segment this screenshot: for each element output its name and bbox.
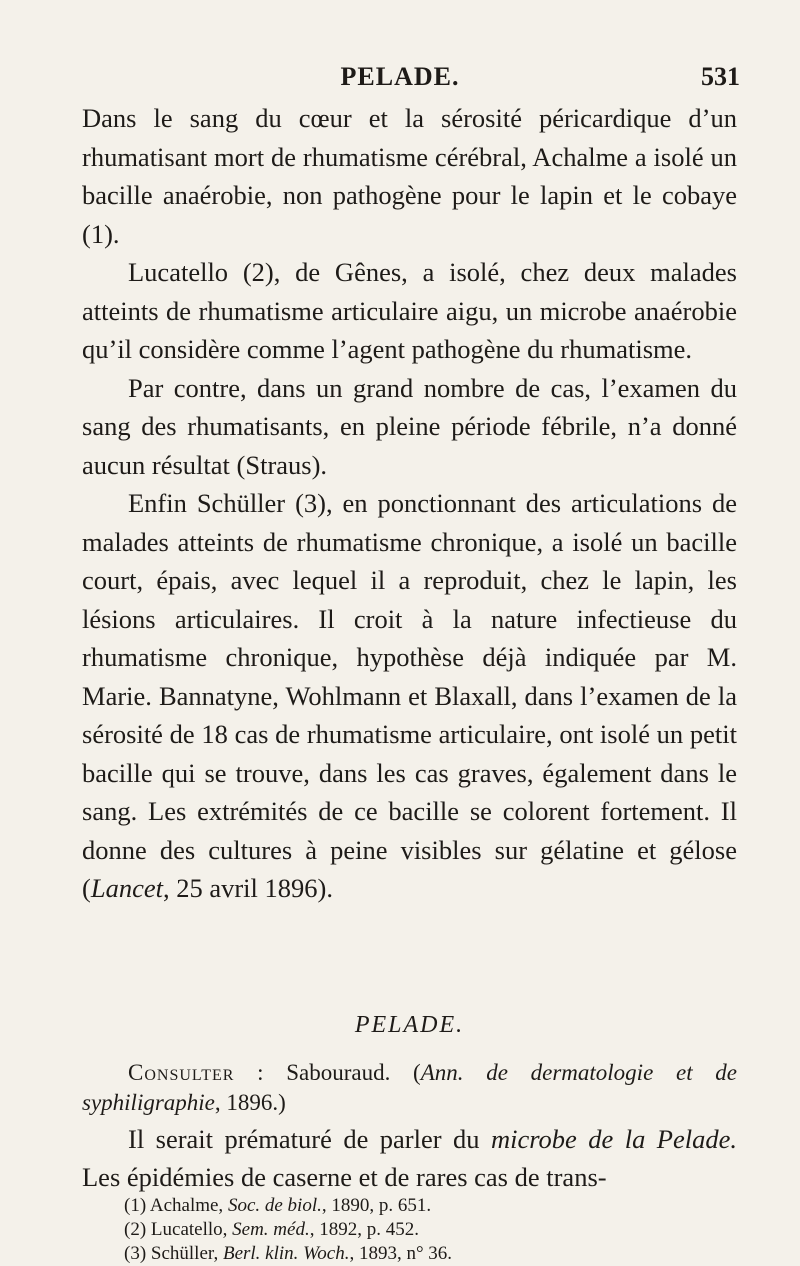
footnote-rest: , 1893, n° 36. [349,1243,453,1264]
footnote [124,1242,744,1266]
paragraph-schuller [82,484,737,908]
journal-lancet: Lancet [90,873,163,903]
closing-italic: microbe de la Pelade. [490,1124,737,1154]
paragraph-achalme: Dans le sang du cœur et la sérosité péricardique d’un rhumatisant mort de rhumatisme cérébral, Achalme a isolé un bacille anaérobie, non pathogène pour le lapin et le cobaye (1). [82,103,737,249]
consult-year: , 1896.) [214,1090,286,1115]
footnotes [124,1194,744,1266]
paragraph-lucatello: Lucatello (2), de Gênes, a isolé, chez deux malades atteints de rhumatisme articulaire aigu, un microbe anaérobie qu’il considère comme l’agent pathogène du rhumatisme. [82,257,737,364]
footnote-author: Schüller, [146,1243,223,1264]
consult-reference [82,1058,737,1118]
footnote-author: Lucatello, [146,1219,233,1240]
closing-text-end: Les épidémies de caserne et de rares cas de trans- [82,1162,607,1192]
paragraph-straus: Par contre, dans un grand nombre de cas, l’examen du sang des rhumatisants, en pleine période fébrile, n’a donné aucun résultat (Straus). [82,372,737,480]
footnote-source: Soc. de biol. [227,1195,322,1216]
footnote [124,1218,744,1242]
consult-author: : Sabouraud. ( [234,1060,421,1085]
footnote-number: (2) [124,1219,147,1240]
footnote-number: (1) [124,1195,147,1216]
main-text [82,99,737,908]
closing-paragraph [82,1120,737,1196]
footnote [124,1194,744,1218]
paragraph-schuller-text: Enfin Schüller (3), en ponctionnant des articulations de malades atteints de rhumatisme chronique, a isolé un bacille court, épais, avec lequel il a reproduit, chez le lapin, les lésions articulaires. Il croit à la nature infectieuse du rhumatisme chronique, hypothèse déjà indiquée par M. Marie. Bannatyne, Wohlmann et Blaxall, dans l’examen de la sérosité de 18 cas de rhumatisme articulaire, ont isolé un petit bacille qui se trouve, dans les cas graves, également dans le sang. Les extrémités de ce bacille se colorent fortement. Il donne des cultures à peine visibles sur gélatine et gélose ( [82,488,737,903]
footnote-number: (3) [124,1243,147,1264]
running-head [40,62,760,92]
consult-label: Consulter [128,1060,235,1085]
closing-text-start: Il serait prématuré de parler du [128,1124,491,1154]
footnote-rest: , 1890, p. 651. [321,1195,432,1216]
section-heading: PELADE. [354,1012,465,1038]
running-title: PELADE. [340,62,460,91]
footnote-author: Achalme, [146,1195,228,1216]
page-number: 531 [701,62,740,91]
consult-journal: Ann. de dermatologie et de syphiligraphie [82,1060,737,1115]
paragraph-schuller-end: , 25 avril 1896). [162,873,333,903]
footnote-rest: , 1892, p. 452. [309,1219,419,1240]
footnote-source: Berl. klin. Woch. [222,1243,350,1264]
footnote-source: Sem. méd. [232,1219,310,1240]
